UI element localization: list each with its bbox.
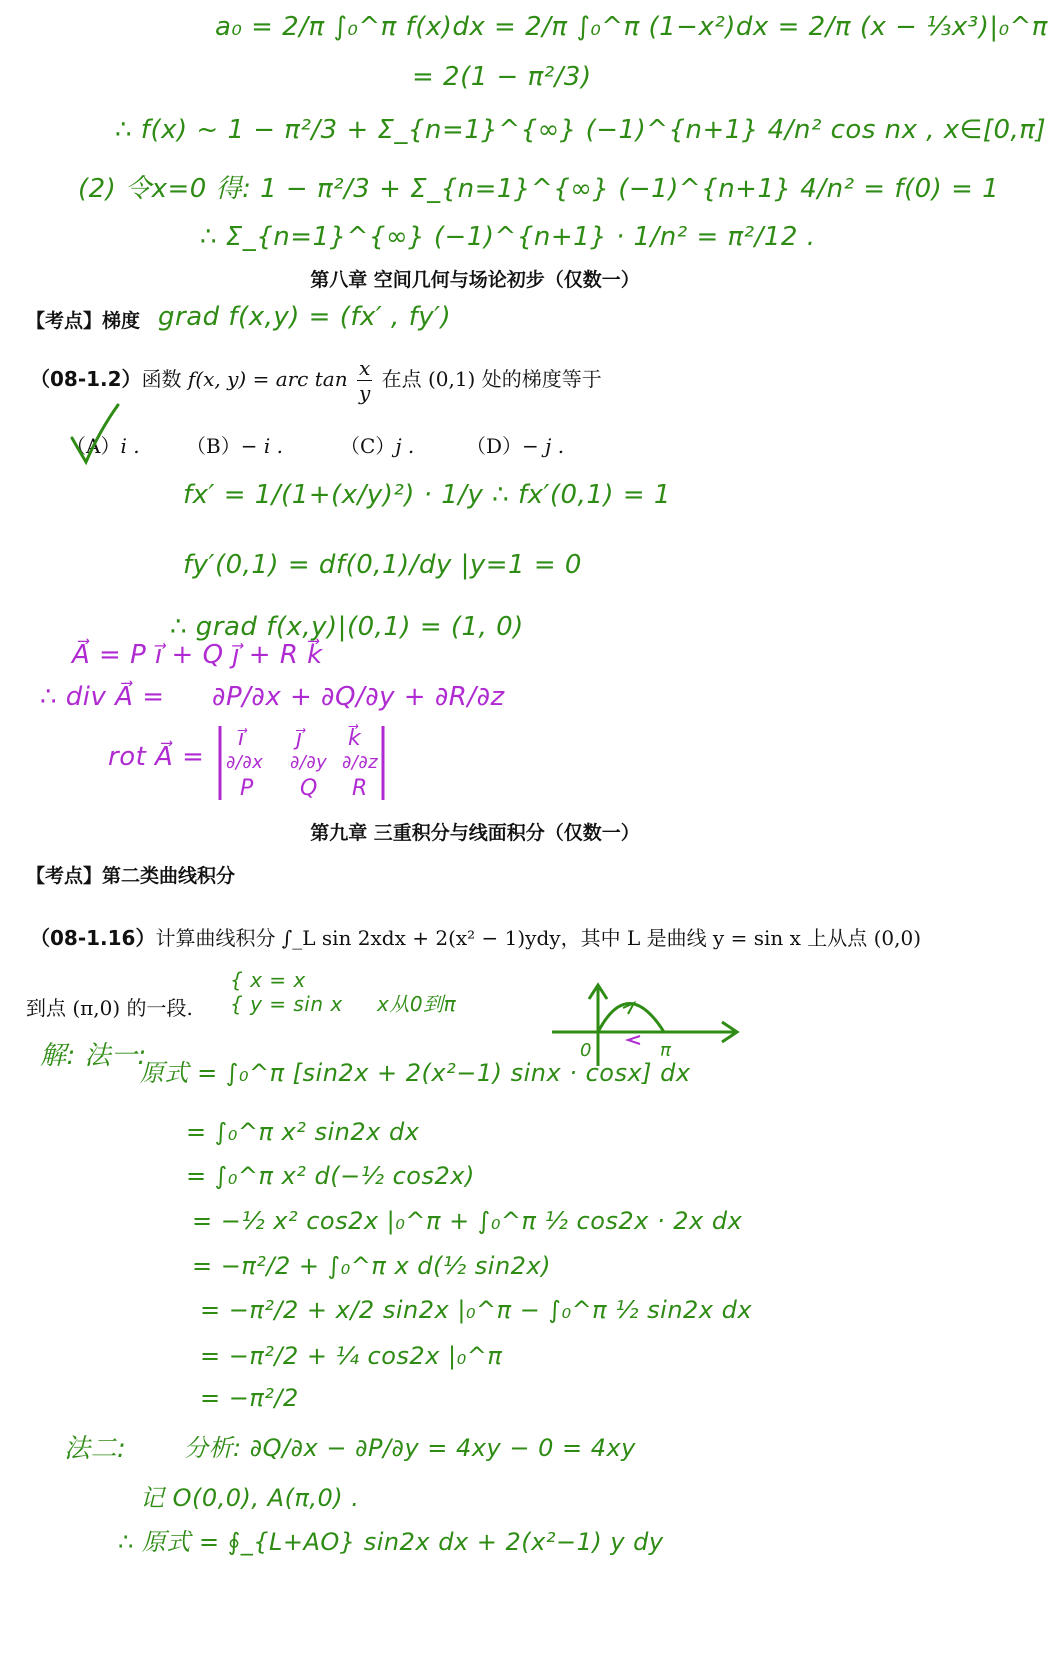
handwritten-fourier-series: ∴ f(x) ~ 1 − π²/3 + Σ_{n=1}^{∞} (−1)^{n+1} 4/n² cos nx , x∈[0,π] xyxy=(115,115,1047,145)
handwritten-step-2: = ∫₀^π x² d(−½ cos2x) xyxy=(186,1162,475,1190)
handwritten-solution-1-label: 解: 法一: xyxy=(40,1041,147,1071)
handwritten-step-3: = −½ x² cos2x |₀^π + ∫₀^π ½ cos2x · 2x dx xyxy=(192,1207,743,1235)
function-expression: f(x, y) = arc tan xyxy=(187,367,348,391)
handwritten-step-7: = −π²/2 xyxy=(200,1384,299,1412)
det-row2-col1: ∂/∂x xyxy=(226,752,264,773)
return-arrow-icon xyxy=(628,1036,640,1044)
graph-origin-label: 0 xyxy=(580,1040,592,1061)
choice-d-label: （D） xyxy=(466,434,523,458)
choice-b-value: − i . xyxy=(240,434,283,458)
question-2-line1: 计算曲线积分 ∫_L sin 2xdx + 2(x² − 1)ydy，其中 L 是曲线 y = sin x 上从点 (0,0) xyxy=(155,926,922,950)
handwritten-step-5: = −π²/2 + x/2 sin2x |₀^π − ∫₀^π ½ sin2x dx xyxy=(200,1296,753,1324)
handwritten-fy-partial: fy′(0,1) = df(0,1)/dy |y=1 = 0 xyxy=(183,550,582,580)
kaodian-gradient: 【考点】梯度 xyxy=(26,310,141,332)
handwritten-step-0: 原式 = ∫₀^π [sin2x + 2(x²−1) sinx · cosx] dx xyxy=(140,1059,691,1087)
chapter-9-heading: 第九章 三重积分与线面积分（仅数一） xyxy=(310,822,640,844)
choice-d-value: − j . xyxy=(522,434,565,458)
handwritten-fx-partial: fx′ = 1/(1+(x/y)²) · 1/y ∴ fx′(0,1) = 1 xyxy=(183,480,671,510)
choice-b-label: （B） xyxy=(186,434,241,458)
handwritten-step-4: = −π²/2 + ∫₀^π x d(½ sin2x) xyxy=(192,1252,551,1280)
det-row1-col2: j⃗ xyxy=(296,726,303,751)
choice-c-value: j . xyxy=(395,434,415,458)
kaodian-line-integral: 【考点】第二类曲线积分 xyxy=(26,865,236,887)
det-row3-col3: R xyxy=(352,776,368,801)
handwritten-div-expression: ∂P/∂x + ∂Q/∂y + ∂R/∂z xyxy=(212,682,505,712)
handwritten-rot-label: rot A⃗ = xyxy=(108,742,205,772)
det-row1-col3: k⃗ xyxy=(348,726,362,751)
question-2-line2: 到点 (π,0) 的一段. xyxy=(26,996,193,1020)
question-number: （08-1.2） xyxy=(30,367,142,391)
handwritten-step-8: 分析: ∂Q/∂x − ∂P/∂y = 4xy − 0 = 4xy xyxy=(184,1434,636,1462)
graph-pi-label: π xyxy=(660,1040,672,1061)
handwritten-substitution: (2) 令x=0 得: 1 − π²/3 + Σ_{n=1}^{∞} (−1)^{n+1} 4/n² = f(0) = 1 xyxy=(78,174,1000,204)
handwritten-a0-result: = 2(1 − π²/3) xyxy=(412,62,592,92)
det-row2-col2: ∂/∂y xyxy=(290,752,328,773)
choice-a-value: i . xyxy=(120,434,140,458)
checkmark-icon xyxy=(72,405,118,462)
handwritten-a0-formula: a₀ = 2/π ∫₀^π f(x)dx = 2/π ∫₀^π (1−x²)dx = 2/π (x − ⅓x³)|₀^π xyxy=(215,12,1048,42)
handwritten-parametrization: { x = x { y = sin x x从0到π xyxy=(230,968,457,1016)
question-number-2: （08-1.16） xyxy=(30,926,156,950)
fraction-denominator: y xyxy=(358,381,371,405)
choice-c-label: （C） xyxy=(340,434,396,458)
fraction-numerator: x xyxy=(358,356,371,380)
chapter-8-heading: 第八章 空间几何与场论初步（仅数一） xyxy=(310,269,640,291)
det-row3-col1: P xyxy=(240,776,254,801)
handwritten-step-6: = −π²/2 + ¼ cos2x |₀^π xyxy=(200,1342,503,1370)
handwritten-solution-2-label: 法二: xyxy=(64,1434,127,1464)
det-row3-col2: Q xyxy=(300,776,318,801)
handwritten-series-sum: ∴ Σ_{n=1}^{∞} (−1)^{n+1} · 1/n² = π²/12 . xyxy=(200,222,816,252)
handwritten-grad-definition: grad f(x,y) = (fx′ , fy′) xyxy=(158,302,452,332)
det-row1-col1: i⃗ xyxy=(238,726,245,751)
question-suffix: 在点 (0,1) 处的梯度等于 xyxy=(381,367,602,391)
choice-a-label: （A） xyxy=(66,434,121,458)
handwritten-div-label: ∴ div A⃗ = xyxy=(40,682,165,712)
handwritten-grad-result: ∴ grad f(x,y)|(0,1) = (1, 0) xyxy=(170,612,524,642)
handwritten-vector-field: A⃗ = P i⃗ + Q j⃗ + R k⃗ xyxy=(72,640,323,670)
handwritten-step-9: 记 O(0,0), A(π,0) . xyxy=(140,1484,360,1512)
question-08-1-16 xyxy=(30,922,921,951)
handwritten-step-1: = ∫₀^π x² sin2x dx xyxy=(186,1118,420,1146)
handwritten-step-10: ∴ 原式 = ∮_{L+AO} sin2x dx + 2(x²−1) y dy xyxy=(118,1528,664,1556)
question-prefix: 函数 xyxy=(141,367,182,391)
det-row2-col3: ∂/∂z xyxy=(342,752,379,773)
